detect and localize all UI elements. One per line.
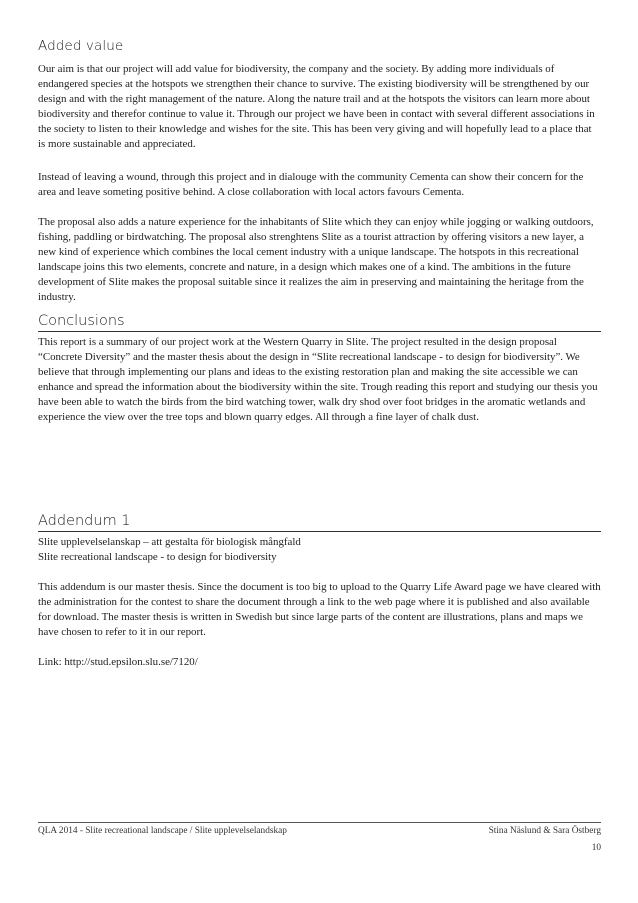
document-page xyxy=(38,0,601,903)
added-value-paragraph-3: The proposal also adds a nature experience for the inhabitants of Slite which they can enjoy while jogging or walking outdoors, fishing, paddling or birdwatching. The proposal also strenghtens Slite as a tourist attraction by offering visitors a new layer, a new kind of experience which combines the local cement industry with a unique landscape. The hotspots in this recreational landscape joins this two elements, concrete and nature, in a design which makes one of a kind. The ambitions in the future development of Slite makes the proposal suitable since it realizes the aim in preserving and maintaining the heritage from the industry. xyxy=(38,216,594,304)
thesis-link[interactable]: Link: http://stud.epsilon.slu.se/7120/ xyxy=(38,656,198,668)
section-heading-conclusions: Conclusions xyxy=(38,312,601,332)
footer-document-title: QLA 2014 - Slite recreational landscape / Slite upplevelselandskap xyxy=(38,826,287,836)
addendum-title-english: Slite recreational landscape - to design for biodiversity xyxy=(38,551,277,563)
added-value-paragraph-1: Our aim is that our project will add value for biodiversity, the company and the society. By adding more individuals of endangered species at the hotspots we strengthen their chance to survive. The existing biodiversity will be strengthened by our design and with the right management of the nature. Along the nature trail and at the hotspots the visitors can learn more about biodiversity and therefor continue to value it. Through our project we have been in contact with several different associations in the society to listen to their knowledge and wishes for the site. This has been very giving and will hopefully lead to a place that is more sustainable and appreciated. xyxy=(38,63,595,151)
section-heading-added-value: Added value xyxy=(38,38,124,54)
footer-divider xyxy=(38,822,601,823)
page-number: 10 xyxy=(591,843,601,853)
footer-authors: Stina Näslund & Sara Östberg xyxy=(488,826,601,836)
conclusions-paragraph: This report is a summary of our project work at the Western Quarry in Slite. The project resulted in the design proposal “Concrete Diversity” and the master thesis about the design in “Slite recreational landscape - to design for biodiversity”. We believe that through implementing our plans and ideas to the existing restoration plan and making the site accessible we can enhance and spread the information about the biodiversity within the site. Trough reading this report and studying our thesis you have been able to watch the birds from the bird watching tower, walk dry shod over foot bridges in the aromatic wetlands and experience the view over the tree tops and blown quarry edges. All through a fine layer of chalk dust. xyxy=(38,336,598,424)
added-value-paragraph-2: Instead of leaving a wound, through this project and in dialouge with the community Cementa can show their concern for the area and leave someting positive behind. A close collaboration with local actors favours Cementa. xyxy=(38,171,584,199)
addendum-paragraph: This addendum is our master thesis. Since the document is too big to upload to the Quarry Life Award page we have cleared with the administration for the contest to share the document through a link to the web page where it is published and also available for download. The master thesis is written in Swedish but since large parts of the content are illustrations, plans and maps we have chosen to refer to it in our report. xyxy=(38,581,601,639)
section-heading-addendum: Addendum 1 xyxy=(38,512,601,532)
addendum-title-swedish: Slite upplevelselanskap – att gestalta för biologisk mångfald xyxy=(38,536,301,548)
